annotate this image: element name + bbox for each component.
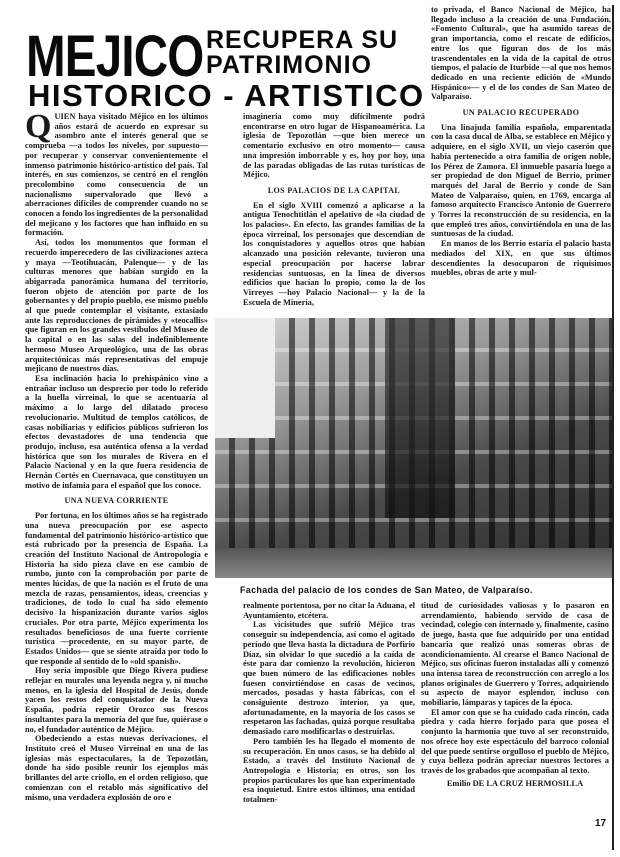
paragraph: Pero también les ha llegado el momento de su recuperación. En unos casos, se ha debido al Estado, a través del Instituto Nacional de Antropología e Historia; en otros, son los propios particulares los que han experimentado esa inquietud. Entre estos últimos, una entidad totalmen- bbox=[243, 736, 415, 805]
headline-patrimonio: PATRIMONIO bbox=[206, 51, 373, 79]
paragraph: Esa inclinación hacia lo prehispánico vino a entrañar incluso un desprecio por todo lo referido a la huella virreinal, lo que se acentuaría al máximo a lo largo del dilatado proceso revolucionario. Multitud de templos católicos, de casas nobiliarias y edificios públicos sufrieron los efectos devastadores de una tendencia que produjo, incluso, esa auténtica ofensa a la verdad histórica que son los murales de Rivera en el Palacio Nacional y en la que fuera residencia de Hernán Cortés en Cuernavaca, que constituyen un motivo de infamia para el español que los conoce. bbox=[25, 373, 208, 490]
paragraph: Hoy sería imposible que Diego Rivera pudiese reflejar en murales una leyenda negra y, ni mucho menos, en la iglesia del Hospital de Jesús, donde yacen los restos del conquistador de la Nueva España, podría repetir Orozco sus frescos insultantes para la memoria del que fue, quiérase o no, el fundador auténtico de Méjico. bbox=[25, 666, 208, 734]
subheading: UN PALACIO RECUPERADO bbox=[462, 108, 580, 118]
article-column-2-bottom bbox=[243, 601, 415, 805]
paragraph: Así, todos los monumentos que forman el recuerdo imperecedero de las civilizaciones azteca y maya —Teotihuacán, Palenque— y de las culturas menores que habían surgido en la abigarrada panorámica humana del territorio, fueron objeto de atención por parte de los gobernantes y del propio pueblo, ese mismo pueblo al que puede contemplar el visitante, extasiado ante las reproducciones de pirámides y «teocallis» que figuran en los grandes vestíbulos del Museo de la capital o en las salas del indefiniblemente hermoso Museo Arqueológico, una de las obras arquitectónicas más representativas del empuje mejicano de nuestros días. bbox=[25, 238, 208, 374]
paragraph: to privada, el Banco Nacional de Méjico, ha llegado incluso a la creación de una Fundación, «Fomento Cultural», que ha asumido tareas de gran importancia, como el rescate de edificios, entre los que figuran dos de los más trascendentales en la vida de la capital de otros tiempos, el palacio de Iturbide —al que nos hemos dedicado en una reciente edición de «Mundo Hispánico»— y el de los condes de San Mateo de Valparaíso. bbox=[431, 5, 611, 102]
subheading: UNA NUEVA CORRIENTE bbox=[64, 496, 169, 506]
photo-sky bbox=[215, 318, 275, 438]
article-column-2-top bbox=[243, 112, 425, 318]
paragraph: Las vicisitudes que sufrió Méjico tras conseguir su independencia, así como el agitado período que lleva hasta la dictadura de Porfirio Díaz, sin olvidar lo que sucedió a la caída de éste para dar comienzo la revolución, hicieron que buen número de las edificaciones nobles fuesen convirtiéndose en casas de vecinos, mercados, posadas y hasta fábricas, con el consiguiente destrozo interior, ya que, afortunadamente, en la mayoría de los casos se respetaron las fachadas, quizá porque resultaba demasiado caro modificarlas o destruirlas. bbox=[243, 620, 415, 737]
photo-street bbox=[215, 548, 612, 578]
paragraph: En el siglo XVIII comenzó a aplicarse a la antigua Tenochtitlán el apelativo de «la ciudad de los palacios». En efecto, las grandes familias de la época virreinal, los personajes que descendían de los conquistadores y aquellos otros que habían alcanzado una posición relevante, tuvieron una especial preocupación por hacerse labrar residencias suntuosas, en la línea de diversos edificios que hacían lo propio, como la de los Virreyes —hoy Palacio Nacional— y la de la Escuela de Minería, bbox=[243, 200, 425, 307]
article-column-1 bbox=[25, 108, 208, 802]
photo-corner-tower bbox=[385, 318, 455, 518]
page-number: 17 bbox=[595, 818, 607, 829]
paragraph: realmente portentosa, por no citar la Aduana, el Ayuntamiento, etcétera. bbox=[243, 601, 415, 620]
article-column-3-top bbox=[431, 5, 611, 317]
headline-recupera-su: RECUPERA SU bbox=[206, 26, 399, 54]
subheading: LOS PALACIOS DE LA CAPITAL bbox=[267, 185, 401, 195]
author-signature: Emilio DE LA CRUZ HERMOSILLA bbox=[446, 778, 584, 788]
paragraph-text: UIEN haya visitado Méjico en los últimos años estará de acuerdo en expresar su asombro ante el interés general que se comprueba —a todos los niveles, por supuesto— por recuperar y conservar convenientemente el inmenso patrimonio histórico-artístico del país. Tal interés, en sus comienzos, se centró en el renglón precolombino como consecuencia de un nacionalismo supervalorado que llevó a aberraciones difíciles de comprender cuando no se conocen a fondo los ingredientes de la personalidad del mejicano y los factores que han influido en su formación. bbox=[25, 112, 208, 238]
headline-mejico: MEJICO bbox=[26, 24, 204, 89]
paragraph: titud de curiosidades valiosas y lo pasaron en arrendamiento, habiendo servido de casa de vecindad, colegio con internado y, finalmente, casino de juego, hasta que fue adquirido por una entidad bancaria que realizó unas someras obras de acondicionamiento. Al crearse el Banco Nacional de Méjico, sus oficinas fueron instaladas allí y comenzó una intensa tarea de reconstrucción con arreglo a los planos originales de Guerrero y Torres, adquiriendo su aspecto de mayor esplendor, incluso con mobiliario, lámparas y tapices de la época. bbox=[421, 601, 609, 708]
page-edge-rule bbox=[612, 5, 614, 850]
paragraph: Por fortuna, en los últimos años se ha registrado una nueva preocupación por ese aspecto fundamental del patrimonio histórico-artístico que está rubricado por la presencia de España. La creación del Instituto Nacional de Antropología e Historia ha sido pieza clave en ese cambio de rumbo, junto con la comprobación por parte de mentes lúcidas, de que la nación es el fruto de una mezcla de razas, pensamientos, ideas, creencias y tradiciones, de todo lo cual ha sido elemento decisivo la hispanización durante varios siglos cruciales. Por otra parte, Méjico experimenta los resultados beneficiosos de una fuerte corriente turística —procedente, en su mayor parte, de Estados Unidos— que se siente atraída por todo lo que responde al sentido de lo «old spanish». bbox=[25, 511, 208, 666]
article-column-3-bottom bbox=[421, 601, 609, 811]
palace-facade-photo bbox=[215, 318, 612, 578]
paragraph: En manos de los Berrio estaría el palacio hasta mediados del XIX, en que sus últimos descendientes la desocuparon de riquísimos muebles, obras de arte y mul- bbox=[431, 239, 611, 278]
paragraph: El amor con que se ha cuidado cada rincón, cada piedra y cada hierro forjado para que posea el conjunto la harmonía que tuvo al ser reconstruido, nos ofrece hoy este espectáculo del barroco colonial del que puede sentirse orgulloso el pueblo de Méjico, y cuya belleza podrán apreciar nuestros lectores a través de los grabados que acompañan al texto. bbox=[421, 707, 609, 775]
photo-caption: Fachada del palacio de los condes de San Mateo, de Valparaíso. bbox=[240, 585, 533, 595]
drop-cap: Q bbox=[25, 108, 52, 145]
paragraph bbox=[25, 108, 208, 238]
paragraph: Una linajuda familia española, emparentada con la casa ducal de Alba, se establece en Méjico y adquiere, en el siglo XVII, un viejo caserón que había pertenecido a otra familia de origen noble, los Pérez de Zamora. El inmueble pasaría luego a ser propiedad de don Miguel de Berrio, primer marqués del Jaral de Berrio y conde de San Mateo de Valparaíso, quien, en 1769, encarga al famoso arquitecto Francisco Antonio de Guerrero y Torres la reconstrucción de su residencia, en la que empleó tres años, convirtiéndola en una de las suntuosas de la ciudad. bbox=[431, 122, 611, 239]
paragraph: Obedeciendo a estas nuevas derivaciones, el Instituto creó el Museo Virreinal en una de las iglesias más espectaculares, la de Tepozotlán, donde ha sido posible reunir los ejemplos más brillantes del arte criollo, en el orden religioso, que comienzan con el retablo más significativo del mismo, una verdadera explosión de oro e bbox=[25, 734, 208, 802]
headline-historico-artistico: HISTORICO - ARTISTICO bbox=[28, 78, 425, 113]
paragraph: imaginería como muy difícilmente podrá encontrarse en otro lugar de Hispanoamérica. La iglesia de Tepozotlán —que bien merece un comentario exclusivo en otro momento— causa una impresión imborrable y es, hoy por hoy, una de las paradas obligadas de las rutas turísticas de Méjico. bbox=[243, 112, 425, 180]
